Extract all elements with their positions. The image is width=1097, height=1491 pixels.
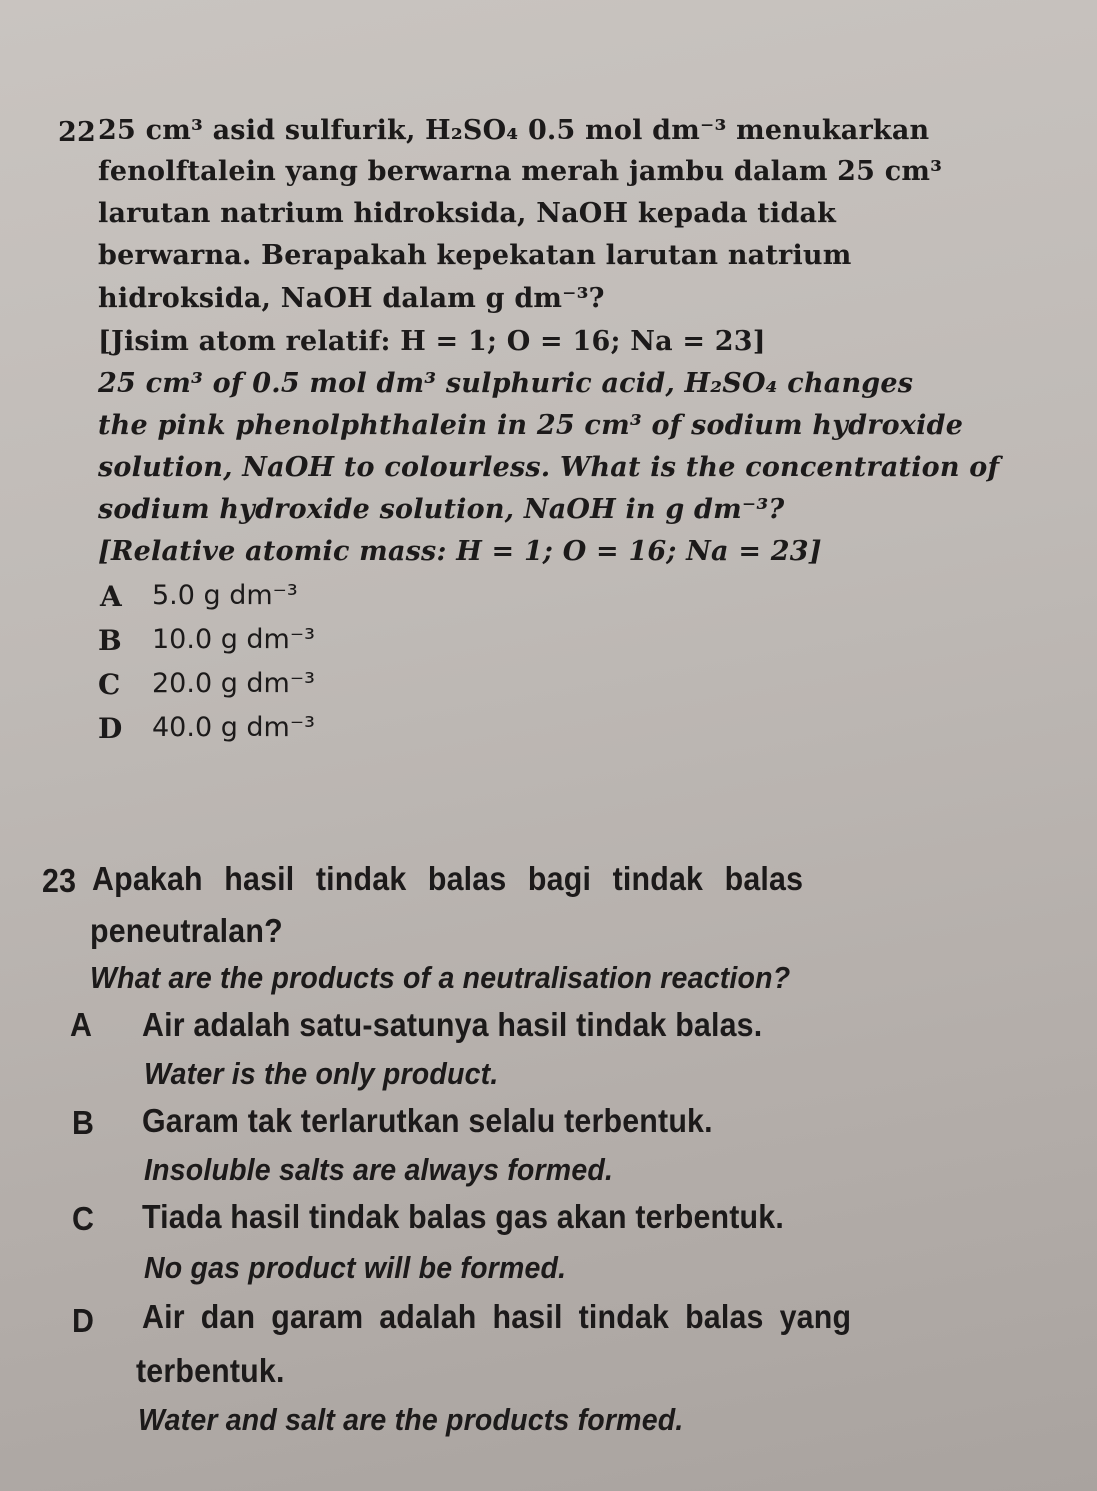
- option-letter: C: [72, 1200, 95, 1237]
- option-bm-text: Tiada hasil tindak balas gas akan terbentuk.: [142, 1198, 784, 1235]
- q23-bm-line-1: Apakah hasil tindak balas bagi tindak balas: [92, 860, 804, 897]
- option-value: 40.0 g dm⁻³: [152, 712, 315, 743]
- option-letter: B: [72, 1104, 95, 1141]
- option-en-text: No gas product will be formed.: [144, 1250, 567, 1285]
- option-en-text: Water and salt are the products formed.: [138, 1402, 684, 1437]
- option-letter: D: [98, 712, 123, 745]
- option-letter: A: [70, 1006, 93, 1043]
- option-value: 10.0 g dm⁻³: [152, 624, 315, 655]
- q22-en-line-1: 25 cm³ of 0.5 mol dm³ sulphuric acid, H₂SO₄ changes: [98, 368, 914, 399]
- option-value: 20.0 g dm⁻³: [152, 668, 315, 699]
- option-bm-text: Garam tak terlarutkan selalu terbentuk.: [142, 1102, 713, 1139]
- q23-bm-line-2: peneutralan?: [90, 912, 283, 949]
- q22-bm-line-3: larutan natrium hidroksida, NaOH kepada tidak: [98, 198, 837, 229]
- option-bm-text: Air adalah satu-satunya hasil tindak balas.: [142, 1006, 763, 1043]
- option-letter: C: [98, 668, 121, 701]
- q22-en-line-3: solution, NaOH to colourless. What is the concentration of: [98, 452, 1000, 483]
- option-bm-text: Air dan garam adalah hasil tindak balas yang: [142, 1298, 852, 1335]
- q22-bm-line-4: berwarna. Berapakah kepekatan larutan natrium: [98, 240, 852, 271]
- question-23-number: 23: [42, 862, 77, 899]
- q23-en-question: What are the products of a neutralisation reaction?: [90, 960, 791, 995]
- option-letter: B: [98, 624, 122, 657]
- q22-bm-line-1: 25 cm³ asid sulfurik, H₂SO₄ 0.5 mol dm⁻³ menukarkan: [98, 115, 930, 146]
- option-bm-text-cont: terbentuk.: [136, 1352, 285, 1389]
- question-22-number: 22: [58, 117, 96, 148]
- option-en-text: Water is the only product.: [144, 1056, 499, 1091]
- q22-en-line-4: sodium hydroxide solution, NaOH in g dm⁻³?: [98, 494, 785, 525]
- option-value: 5.0 g dm⁻³: [152, 580, 298, 611]
- option-letter: D: [72, 1302, 95, 1339]
- q22-en-relative-mass: [Relative atomic mass: H = 1; O = 16; Na = 23]: [98, 536, 822, 567]
- option-en-text: Insoluble salts are always formed.: [144, 1152, 614, 1187]
- q22-bm-line-5: hidroksida, NaOH dalam g dm⁻³?: [98, 283, 605, 314]
- option-letter: A: [100, 580, 122, 613]
- q22-bm-line-2: fenolftalein yang berwarna merah jambu dalam 25 cm³: [98, 156, 943, 187]
- q22-bm-relative-mass: [Jisim atom relatif: H = 1; O = 16; Na = 23]: [98, 326, 766, 357]
- q22-en-line-2: the pink phenolphthalein in 25 cm³ of sodium hydroxide: [98, 410, 964, 441]
